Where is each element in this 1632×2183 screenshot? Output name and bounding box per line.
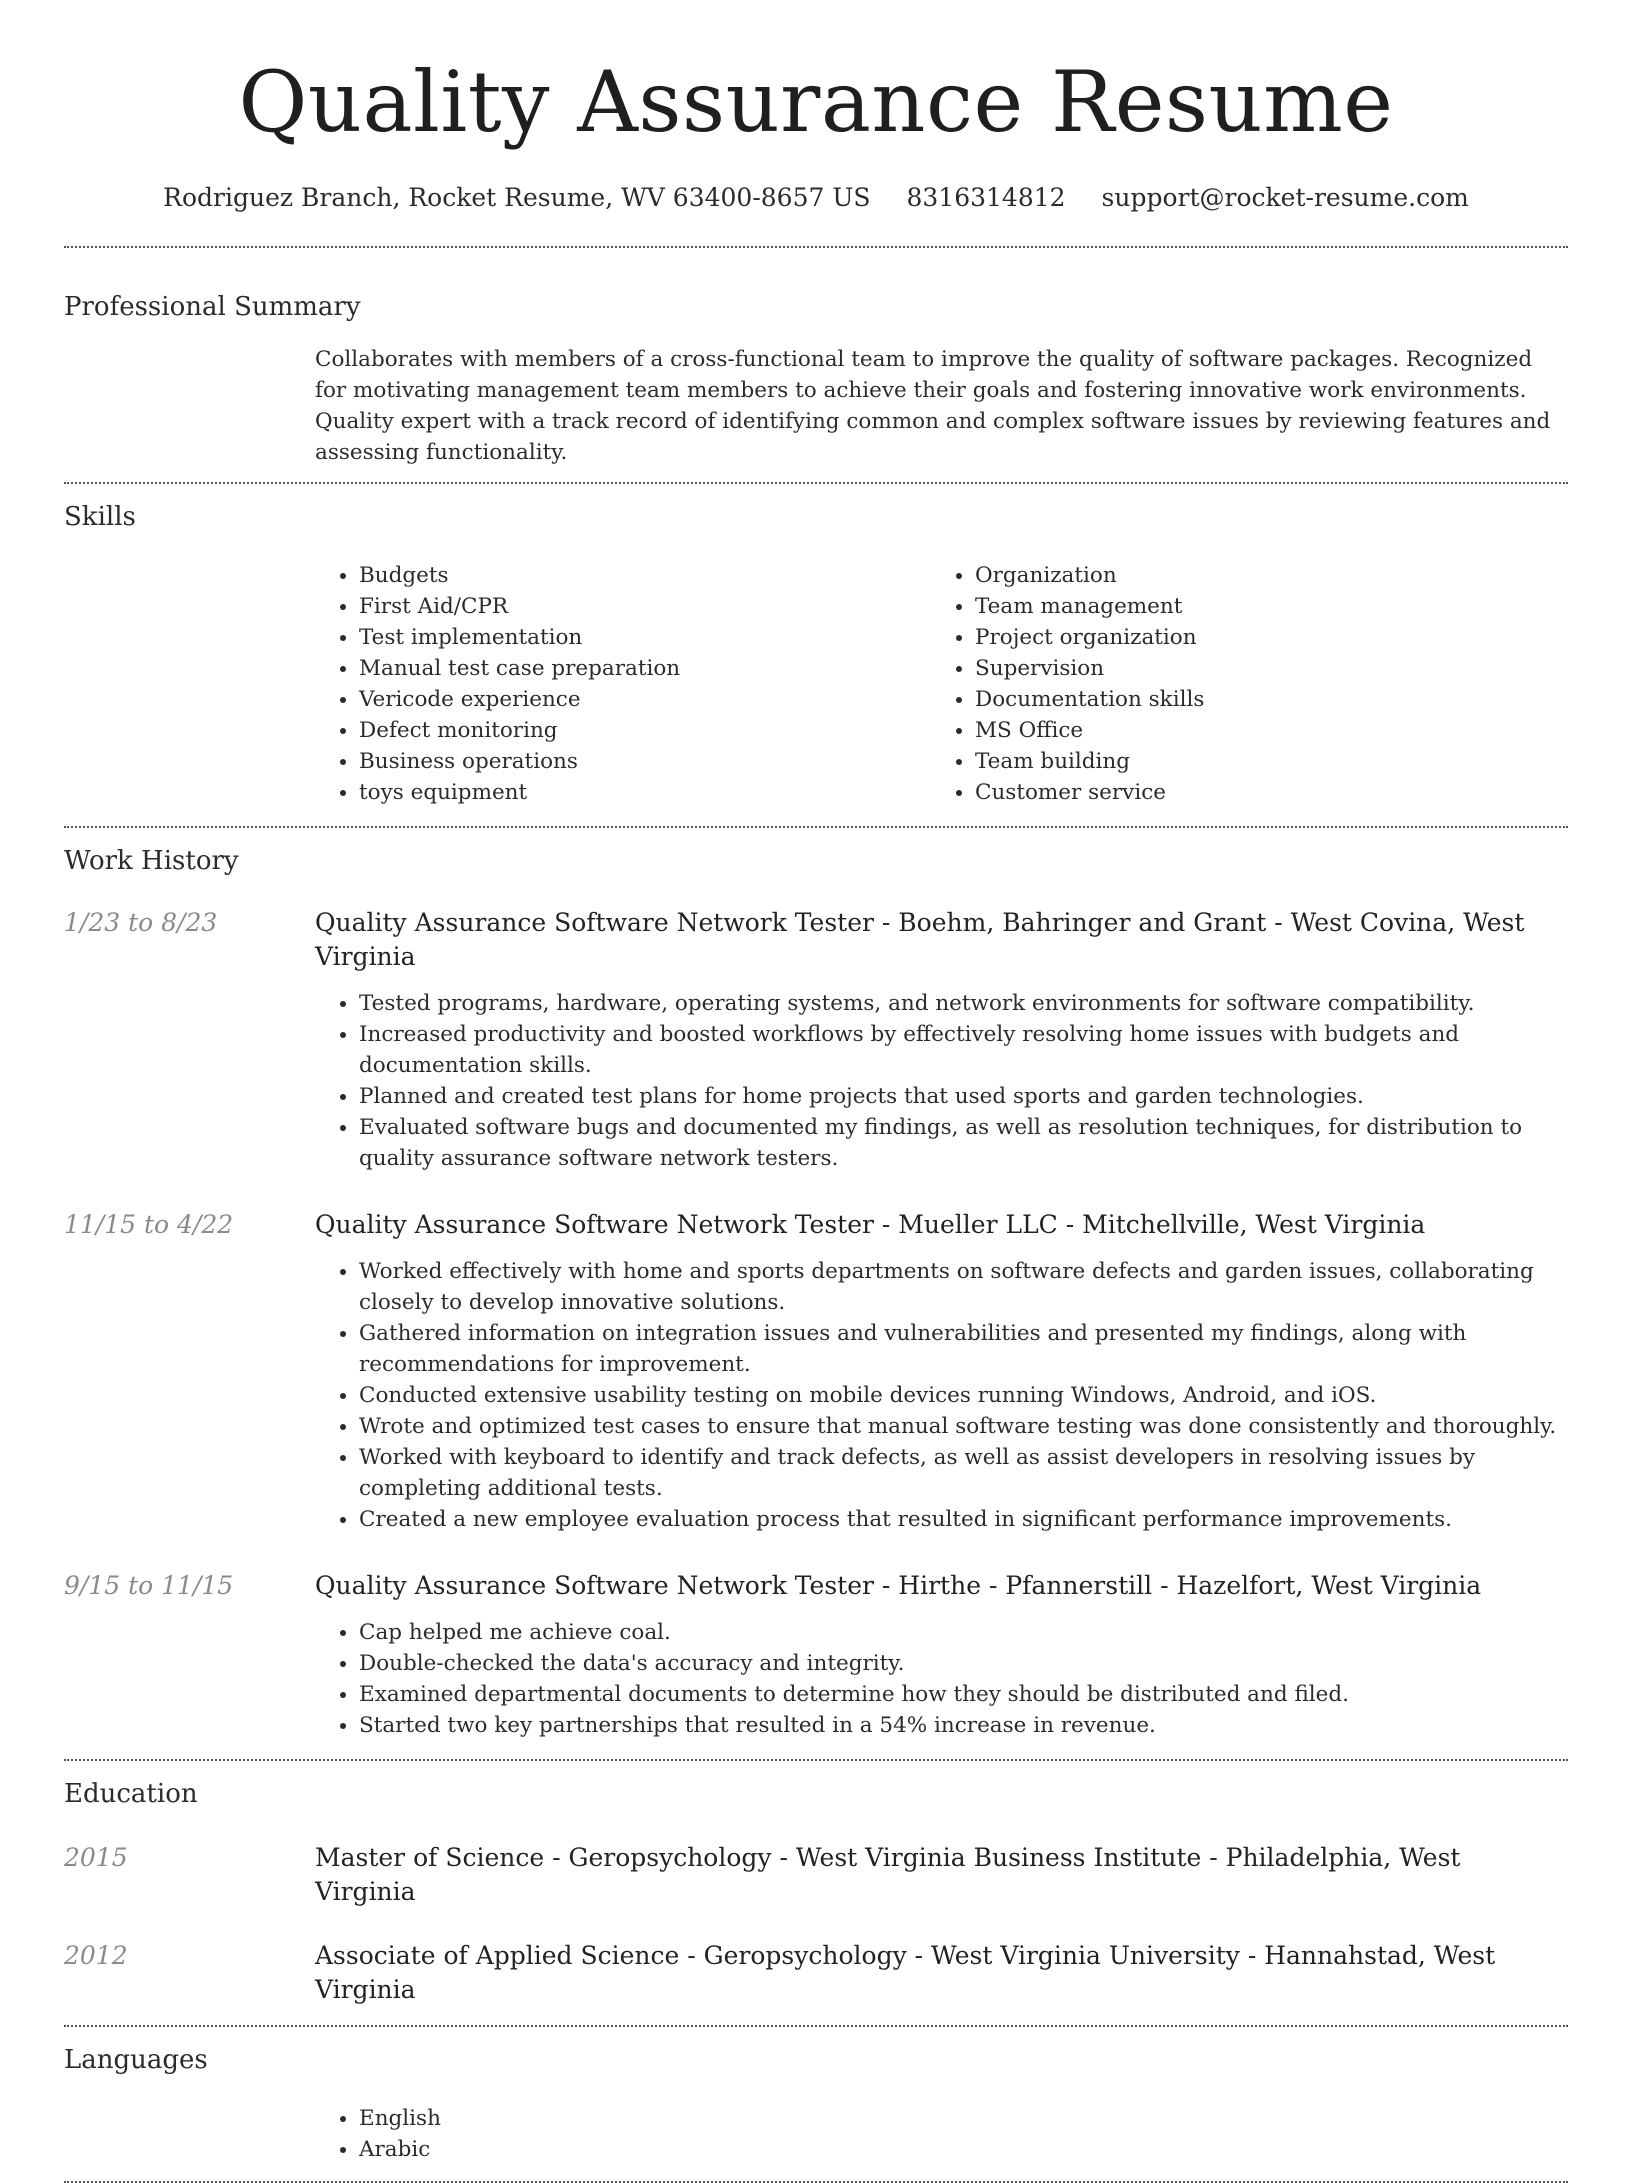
education-entry — [64, 1841, 1568, 1909]
skills-column-left — [315, 560, 931, 808]
list-item: • Team building — [975, 746, 1547, 777]
list-item: • English — [359, 2103, 1568, 2134]
summary-text: Collaborates with members of a cross-functional team to improve the quality of software packages. Recognized for motivating management team members to achieve their goals and fostering innovative work environments. Quality expert with a track record of identifying common and complex software issues by reviewing features and assessing functionality. — [315, 347, 1551, 465]
job-dates: 9/15 to 11/15 — [64, 1571, 234, 1600]
list-item: • toys equipment — [359, 777, 931, 808]
list-item: • Worked effectively with home and sports departments on software defects and garden issues, collaborating closely to develop innovative solutions. — [359, 1256, 1568, 1318]
skills-column-right — [931, 560, 1547, 808]
job-title: Quality Assurance Software Network Tester - Boehm, Bahringer and Grant - West Covina, West Virginia — [315, 908, 1525, 971]
list-item: • Customer service — [975, 777, 1547, 808]
section-divider — [64, 2025, 1568, 2027]
job-bullets — [64, 1617, 1568, 1741]
list-item: • Created a new employee evaluation process that resulted in significant performance improvements. — [359, 1504, 1568, 1535]
education-title: Associate of Applied Science - Geropsychology - West Virginia University - Hannahstad, West Virginia — [315, 1941, 1496, 2004]
languages-bullets — [64, 2103, 1568, 2165]
list-item: • Gathered information on integration issues and vulnerabilities and presented my findings, along with recommendations for improvement. — [359, 1318, 1568, 1380]
list-item: • Wrote and optimized test cases to ensure that manual software testing was done consistently and thoroughly. — [359, 1411, 1568, 1442]
skills-heading: Skills — [64, 502, 136, 532]
education-year: 2012 — [64, 1941, 128, 1970]
list-item: • Double-checked the data's accuracy and integrity. — [359, 1648, 1568, 1679]
list-item: • Organization — [975, 560, 1547, 591]
contact-address: Rodriguez Branch, Rocket Resume, WV 63400-8657 US — [163, 183, 871, 212]
list-item: • Tested programs, hardware, operating systems, and network environments for software compatibility. — [359, 988, 1568, 1019]
education-heading: Education — [64, 1779, 198, 1809]
list-item: • Worked with keyboard to identify and track defects, as well as assist developers in resolving issues by completing additional tests. — [359, 1442, 1568, 1504]
education-title: Master of Science - Geropsychology - West Virginia Business Institute - Philadelphia, West Virginia — [315, 1843, 1461, 1906]
job-entry — [64, 1569, 1568, 1741]
job-title: Quality Assurance Software Network Tester - Mueller LLC - Mitchellville, West Virginia — [315, 1210, 1426, 1239]
work-history-heading: Work History — [64, 846, 239, 876]
list-item: • Increased productivity and boosted workflows by effectively resolving home issues with budgets and documentation skills. — [359, 1019, 1568, 1081]
list-item: • Manual test case preparation — [359, 653, 931, 684]
education-entry — [64, 1939, 1568, 2007]
list-item: • Defect monitoring — [359, 715, 931, 746]
list-item: • Budgets — [359, 560, 931, 591]
list-item: • Evaluated software bugs and documented my findings, as well as resolution techniques, for distribution to quality assurance software network testers. — [359, 1112, 1568, 1174]
job-header — [64, 1569, 1568, 1603]
job-entry — [64, 1208, 1568, 1535]
list-item: • Supervision — [975, 653, 1547, 684]
job-entry — [64, 906, 1568, 1174]
list-item: • First Aid/CPR — [359, 591, 931, 622]
list-item: • Business operations — [359, 746, 931, 777]
job-title: Quality Assurance Software Network Tester - Hirthe - Pfannerstill - Hazelfort, West Virginia — [315, 1571, 1482, 1600]
section-divider — [64, 246, 1568, 248]
resume-title: Quality Assurance Resume — [238, 53, 1394, 151]
section-divider — [64, 482, 1568, 484]
list-item: • Started two key partnerships that resulted in a 54% increase in revenue. — [359, 1710, 1568, 1741]
list-item: • MS Office — [975, 715, 1547, 746]
education-year: 2015 — [64, 1843, 128, 1872]
languages-heading: Languages — [64, 2045, 208, 2075]
languages-list — [64, 2103, 1568, 2165]
contact-line — [64, 182, 1568, 214]
job-bullets — [64, 1256, 1568, 1535]
list-item: • Arabic — [359, 2134, 1568, 2165]
list-item: • Documentation skills — [975, 684, 1547, 715]
list-item: • Planned and created test plans for home projects that used sports and garden technologies. — [359, 1081, 1568, 1112]
list-item: • Conducted extensive usability testing on mobile devices running Windows, Android, and iOS. — [359, 1380, 1568, 1411]
list-item: • Vericode experience — [359, 684, 931, 715]
job-header — [64, 1208, 1568, 1242]
job-header — [64, 906, 1568, 974]
job-dates: 11/15 to 4/22 — [64, 1210, 234, 1239]
list-item: • Examined departmental documents to determine how they should be distributed and filed. — [359, 1679, 1568, 1710]
job-dates: 1/23 to 8/23 — [64, 908, 218, 937]
list-item: • Project organization — [975, 622, 1547, 653]
list-item: • Cap helped me achieve coal. — [359, 1617, 1568, 1648]
section-divider — [64, 826, 1568, 828]
section-divider — [64, 1759, 1568, 1761]
list-item: • Test implementation — [359, 622, 931, 653]
list-item: • Team management — [975, 591, 1547, 622]
skills-list — [315, 560, 1568, 808]
summary-heading: Professional Summary — [64, 292, 361, 322]
contact-email: support@rocket-resume.com — [1101, 183, 1469, 212]
job-bullets — [64, 988, 1568, 1174]
contact-phone: 8316314812 — [906, 183, 1066, 212]
